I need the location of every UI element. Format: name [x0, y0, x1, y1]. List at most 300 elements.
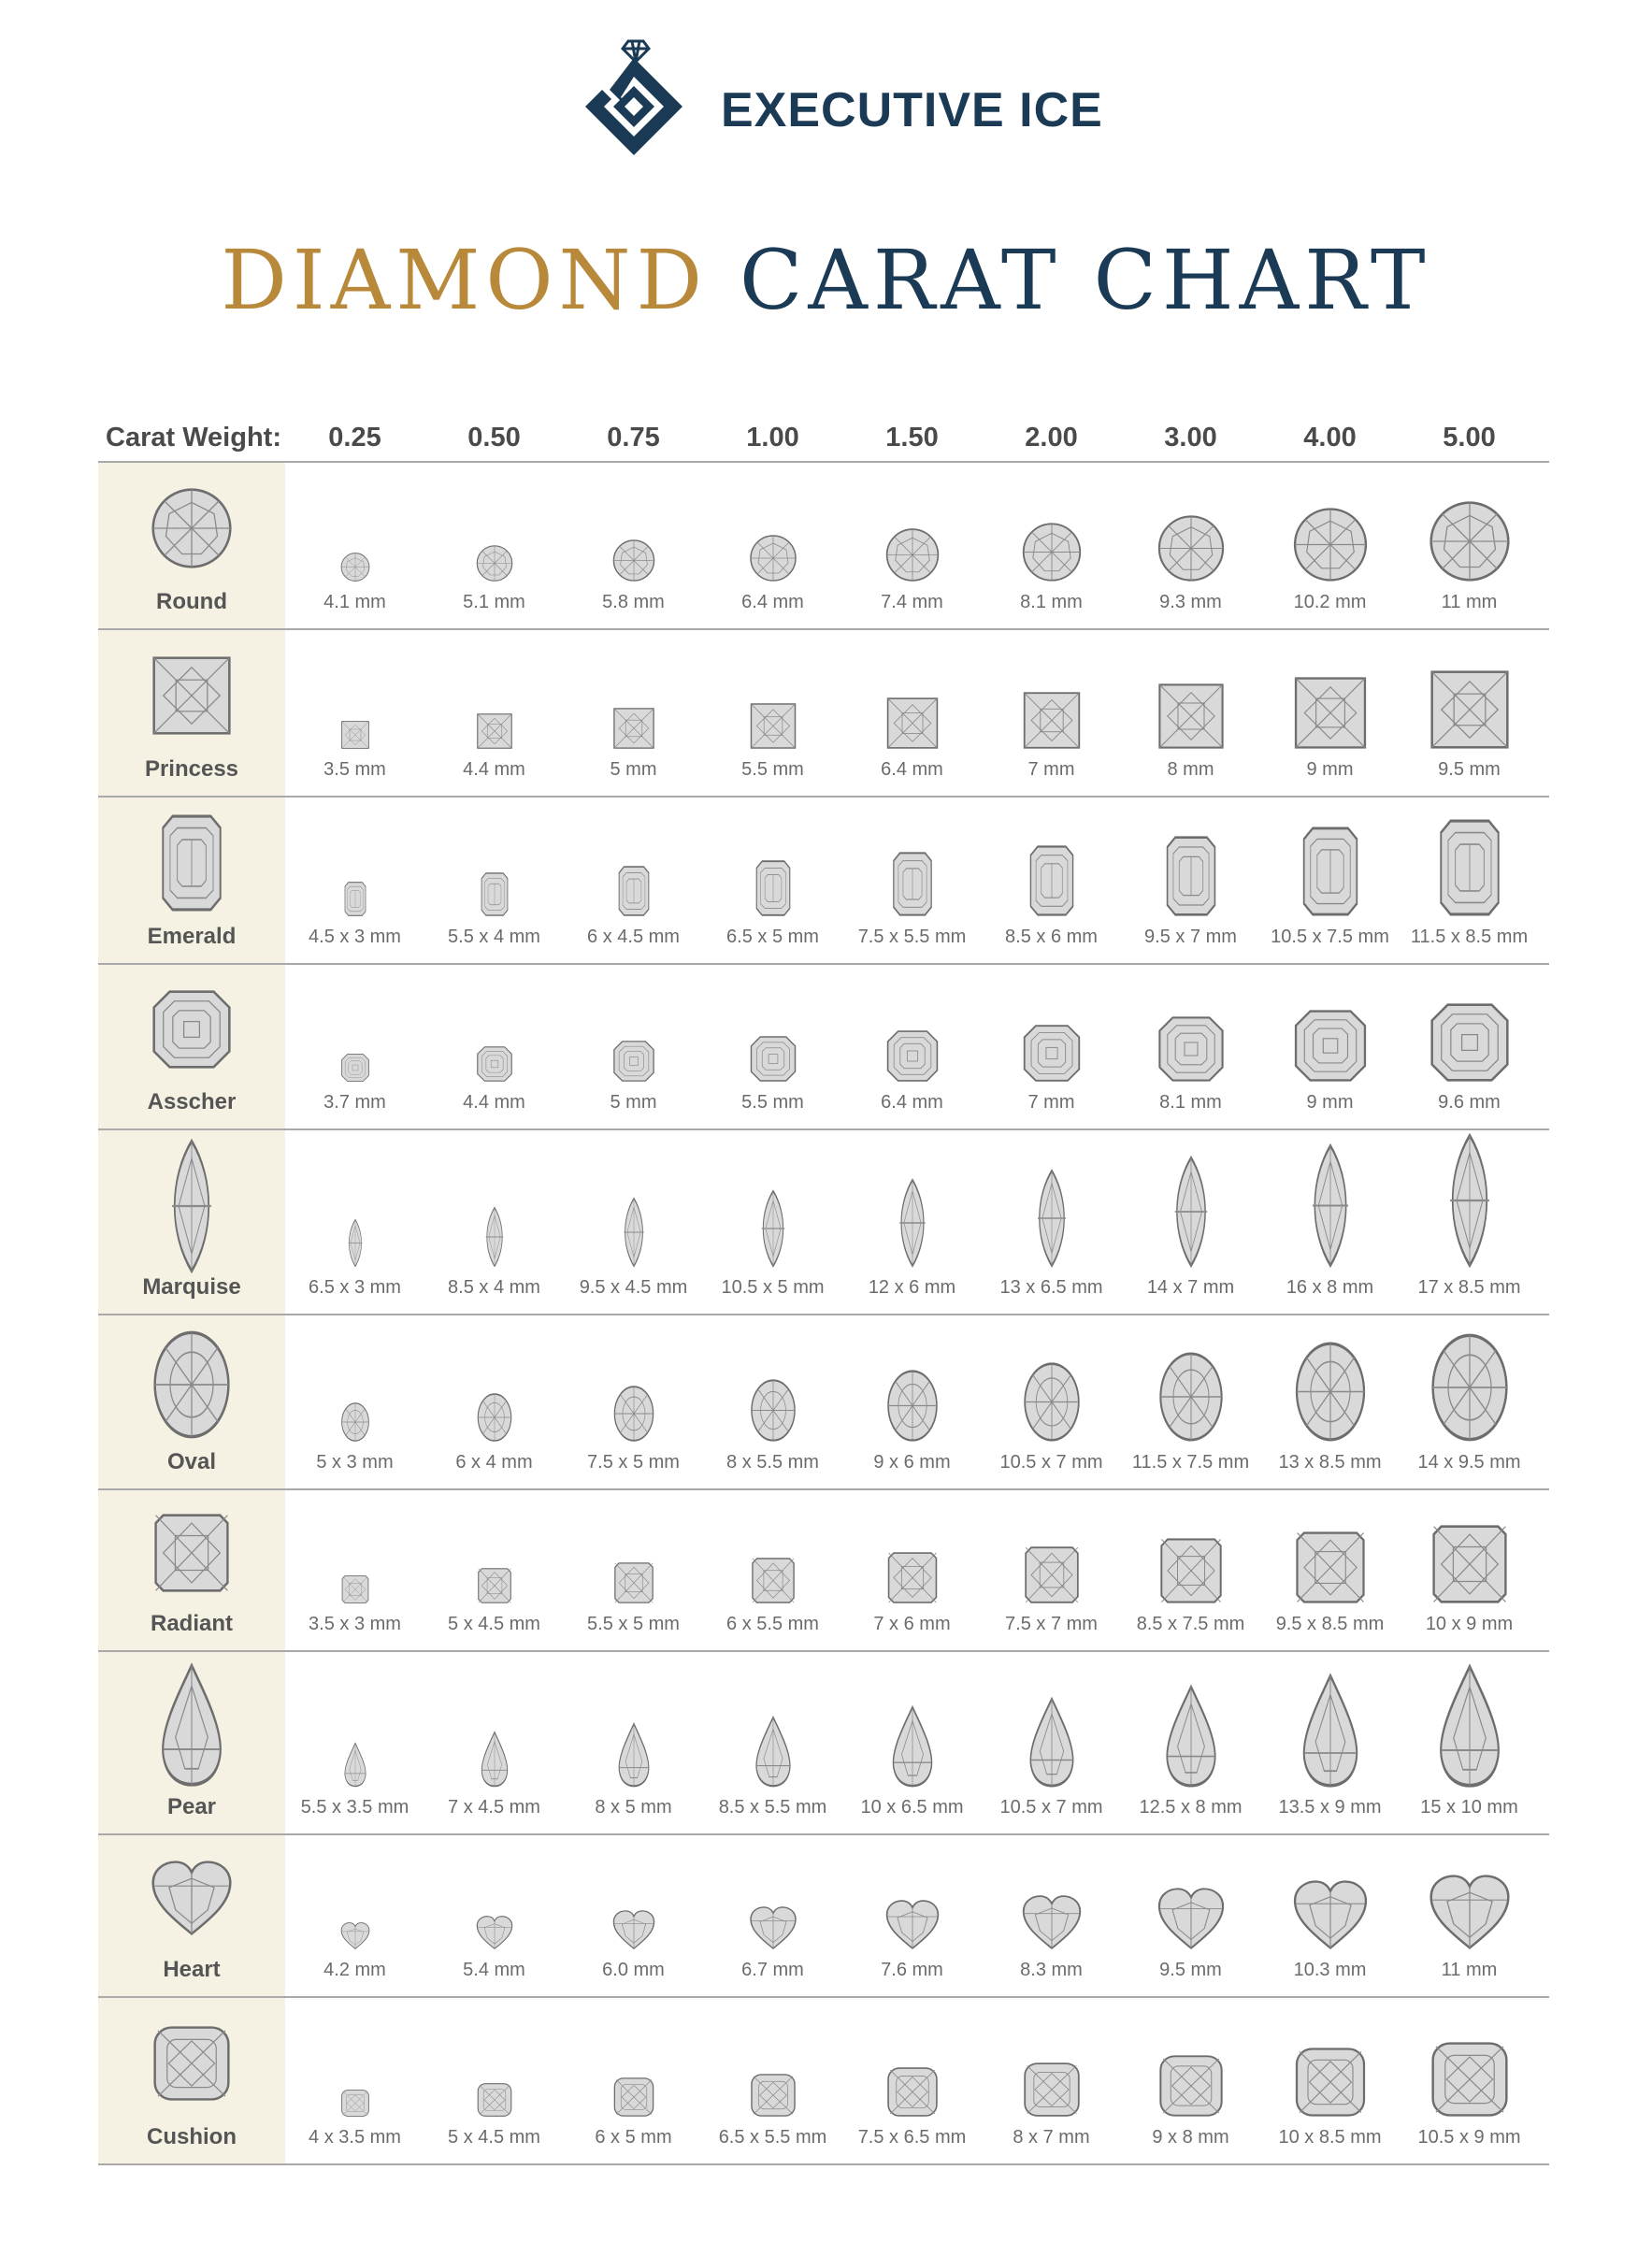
round-diamond-icon	[1293, 508, 1367, 582]
size-cell	[1260, 1998, 1400, 2163]
size-cell	[424, 1998, 564, 2163]
size-label: 5 mm	[610, 1092, 657, 1113]
shape-name: Heart	[163, 1957, 221, 1982]
size-cell	[703, 1835, 842, 1996]
size-label: 13 x 6.5 mm	[999, 1277, 1103, 1298]
size-cell	[703, 463, 842, 628]
princess-diamond-icon	[477, 713, 512, 749]
shape-name: Asscher	[147, 1089, 237, 1114]
size-cell	[842, 1652, 982, 1833]
size-label: 4.4 mm	[463, 759, 525, 780]
size-cell	[842, 1998, 982, 2163]
size-label: 10.5 x 5 mm	[721, 1277, 825, 1298]
table-row	[98, 463, 1549, 630]
size-label: 11 mm	[1441, 592, 1498, 612]
pear-diamond-icon	[616, 1723, 651, 1787]
header-carat: 4.00	[1303, 422, 1357, 453]
size-cell	[1400, 1490, 1539, 1650]
size-cell	[703, 965, 842, 1128]
size-label: 7 mm	[1027, 1092, 1075, 1113]
size-cell	[982, 965, 1121, 1128]
size-cell	[564, 1130, 703, 1314]
oval-diamond-icon	[341, 1402, 369, 1442]
cushion-diamond-icon	[153, 2026, 230, 2101]
emerald-diamond-icon	[1166, 836, 1215, 916]
size-cell	[1121, 1998, 1260, 2163]
size-cell	[1121, 798, 1260, 963]
size-label: 16 x 8 mm	[1286, 1277, 1374, 1298]
size-cell	[1400, 1130, 1539, 1314]
size-cell	[982, 1652, 1121, 1833]
shape-name: Princess	[144, 756, 239, 782]
pear-diamond-icon	[754, 1717, 793, 1787]
asscher-diamond-icon	[750, 1036, 796, 1082]
size-label: 9 x 8 mm	[1152, 2127, 1229, 2148]
size-cell	[703, 1315, 842, 1488]
size-cell	[564, 1652, 703, 1833]
size-cell	[564, 463, 703, 628]
brand-logo	[568, 37, 1103, 168]
asscher-diamond-icon	[1430, 1003, 1509, 1082]
pear-diamond-icon	[1163, 1686, 1219, 1787]
size-label: 7.5 x 5 mm	[587, 1452, 680, 1473]
header-carat: 0.75	[607, 422, 660, 453]
oval-diamond-icon	[887, 1370, 938, 1442]
size-cell	[564, 965, 703, 1128]
size-cell	[1400, 1315, 1539, 1488]
size-label: 7.5 x 6.5 mm	[857, 2127, 967, 2148]
size-cell	[1400, 463, 1539, 628]
size-label: 8.1 mm	[1020, 592, 1083, 612]
size-label: 8.1 mm	[1159, 1092, 1222, 1113]
size-cell	[842, 965, 982, 1128]
asscher-diamond-icon	[477, 1046, 512, 1082]
size-label: 9.5 mm	[1438, 759, 1501, 780]
shape-cell	[98, 1652, 285, 1833]
size-cell	[1121, 463, 1260, 628]
brand-name: EXECUTIVE ICE	[721, 83, 1103, 137]
marquise-diamond-icon	[1032, 1170, 1071, 1267]
size-cell	[703, 1130, 842, 1314]
princess-diamond-icon	[341, 721, 369, 749]
size-label: 10.3 mm	[1293, 1960, 1367, 1980]
pear-diamond-icon	[480, 1732, 510, 1787]
shape-cell	[98, 630, 285, 796]
round-diamond-icon	[1429, 501, 1510, 582]
size-cell	[564, 1835, 703, 1996]
size-label: 12.5 x 8 mm	[1139, 1797, 1243, 1818]
size-label: 8 mm	[1167, 759, 1214, 780]
pear-diamond-icon	[158, 1664, 225, 1786]
size-label: 7.6 mm	[881, 1960, 943, 1980]
size-label: 6.4 mm	[881, 1092, 943, 1113]
cushion-diamond-icon	[887, 2067, 938, 2117]
size-cell	[564, 630, 703, 796]
heart-diamond-icon	[885, 1900, 939, 1949]
size-label: 9.5 x 8.5 mm	[1275, 1614, 1385, 1634]
size-cell	[285, 463, 424, 628]
size-label: 10 x 9 mm	[1425, 1614, 1514, 1634]
table-row	[98, 798, 1549, 965]
princess-diamond-icon	[1023, 692, 1080, 749]
round-diamond-icon	[1157, 515, 1224, 582]
size-cell	[1121, 965, 1260, 1128]
heart-diamond-icon	[476, 1916, 512, 1949]
marquise-diamond-icon	[895, 1179, 930, 1267]
shape-cell	[98, 965, 285, 1128]
princess-diamond-icon	[886, 697, 938, 749]
size-label: 10.5 x 7 mm	[999, 1452, 1103, 1473]
size-label: 10.2 mm	[1293, 592, 1367, 612]
table-row	[98, 1652, 1549, 1835]
size-cell	[703, 630, 842, 796]
size-label: 6.5 x 3 mm	[309, 1277, 401, 1298]
emerald-diamond-icon	[1302, 826, 1358, 916]
princess-diamond-icon	[1158, 683, 1224, 749]
size-label: 11.5 x 8.5 mm	[1410, 927, 1529, 947]
header-carat: 3.00	[1164, 422, 1217, 453]
emerald-diamond-icon	[755, 860, 790, 916]
oval-diamond-icon	[1159, 1352, 1223, 1442]
table-row	[98, 1130, 1549, 1315]
size-label: 17 x 8.5 mm	[1417, 1277, 1521, 1298]
size-label: 8 x 5 mm	[595, 1797, 672, 1818]
size-label: 6.7 mm	[741, 1960, 804, 1980]
size-cell	[703, 1998, 842, 2163]
heart-diamond-icon	[1429, 1875, 1510, 1949]
heart-diamond-icon	[612, 1910, 654, 1949]
size-cell	[285, 1652, 424, 1833]
size-cell	[285, 1998, 424, 2163]
size-label: 6.5 x 5.5 mm	[718, 2127, 827, 2148]
size-label: 9.5 x 7 mm	[1144, 927, 1237, 947]
size-label: 7.5 x 7 mm	[1005, 1614, 1098, 1634]
oval-diamond-icon	[1024, 1362, 1080, 1442]
size-cell	[285, 630, 424, 796]
pear-diamond-icon	[1300, 1674, 1361, 1787]
size-cell	[424, 1490, 564, 1650]
princess-diamond-icon	[750, 703, 796, 749]
header-label: Carat Weight:	[106, 422, 281, 453]
size-label: 10 x 8.5 mm	[1278, 2127, 1382, 2148]
heart-diamond-icon	[750, 1906, 797, 1949]
size-label: 7 x 6 mm	[873, 1614, 951, 1634]
pear-diamond-icon	[1436, 1665, 1503, 1787]
size-label: 5 x 3 mm	[316, 1452, 394, 1473]
asscher-diamond-icon	[886, 1030, 938, 1082]
size-label: 10.5 x 7 mm	[999, 1797, 1103, 1818]
size-label: 10.5 x 9 mm	[1417, 2127, 1521, 2148]
size-label: 4.4 mm	[463, 1092, 525, 1113]
size-cell	[285, 1835, 424, 1996]
title-part-diamond: DIAMOND	[221, 232, 709, 328]
size-label: 8 x 5.5 mm	[726, 1452, 819, 1473]
size-cell	[424, 1835, 564, 1996]
table-row	[98, 630, 1549, 798]
asscher-diamond-icon	[152, 990, 231, 1069]
size-label: 9.6 mm	[1438, 1092, 1501, 1113]
oval-diamond-icon	[613, 1386, 654, 1442]
cushion-diamond-icon	[613, 2077, 654, 2117]
size-cell	[564, 1490, 703, 1650]
size-cell	[1260, 1490, 1400, 1650]
size-cell	[1121, 630, 1260, 796]
princess-diamond-icon	[1294, 677, 1366, 749]
radiant-diamond-icon	[1432, 1525, 1507, 1603]
size-label: 6.5 x 5 mm	[726, 927, 819, 947]
radiant-diamond-icon	[752, 1558, 795, 1603]
size-label: 5 x 4.5 mm	[448, 1614, 540, 1634]
size-cell	[285, 1490, 424, 1650]
size-label: 14 x 9.5 mm	[1417, 1452, 1521, 1473]
oval-diamond-icon	[1295, 1342, 1365, 1442]
size-label: 6 x 4 mm	[455, 1452, 533, 1473]
shape-cell	[98, 1998, 285, 2163]
header-carat: 5.00	[1443, 422, 1496, 453]
size-cell	[982, 1490, 1121, 1650]
round-diamond-icon	[1022, 523, 1081, 582]
emerald-diamond-icon	[1029, 845, 1073, 916]
size-cell	[842, 1315, 982, 1488]
size-label: 11 mm	[1441, 1960, 1498, 1980]
size-label: 8.5 x 6 mm	[1005, 927, 1098, 947]
size-label: 6.4 mm	[881, 759, 943, 780]
size-label: 13 x 8.5 mm	[1278, 1452, 1382, 1473]
size-label: 13.5 x 9 mm	[1278, 1797, 1382, 1818]
round-diamond-icon	[151, 488, 232, 568]
size-label: 14 x 7 mm	[1146, 1277, 1235, 1298]
marquise-diamond-icon	[1169, 1157, 1214, 1267]
radiant-diamond-icon	[1025, 1546, 1079, 1603]
radiant-diamond-icon	[614, 1562, 654, 1603]
size-cell	[1121, 1490, 1260, 1650]
size-cell	[1400, 965, 1539, 1128]
princess-diamond-icon	[1430, 670, 1509, 749]
size-label: 8.3 mm	[1020, 1960, 1083, 1980]
size-label: 10.5 x 7.5 mm	[1271, 927, 1389, 947]
size-label: 3.5 mm	[323, 759, 386, 780]
size-label: 11.5 x 7.5 mm	[1131, 1452, 1250, 1473]
shape-cell	[98, 1490, 285, 1650]
asscher-diamond-icon	[1158, 1016, 1224, 1082]
round-diamond-icon	[612, 539, 654, 582]
table-row	[98, 1490, 1549, 1652]
size-cell	[703, 1652, 842, 1833]
cushion-diamond-icon	[477, 2083, 511, 2117]
shape-name: Pear	[166, 1794, 217, 1819]
oval-diamond-icon	[1431, 1333, 1508, 1442]
shape-name: Cushion	[147, 2124, 237, 2149]
size-cell	[1260, 630, 1400, 796]
table-row	[98, 1998, 1549, 2165]
size-cell	[424, 1315, 564, 1488]
size-label: 9 x 6 mm	[873, 1452, 951, 1473]
size-cell	[703, 1490, 842, 1650]
size-cell	[842, 630, 982, 796]
size-label: 9.3 mm	[1159, 592, 1222, 612]
size-cell	[1260, 1652, 1400, 1833]
radiant-diamond-icon	[154, 1514, 229, 1592]
pear-diamond-icon	[343, 1743, 367, 1787]
size-label: 3.7 mm	[323, 1092, 386, 1113]
size-cell	[1121, 1315, 1260, 1488]
size-cell	[982, 1835, 1121, 1996]
marquise-diamond-icon	[345, 1219, 365, 1267]
size-cell	[1400, 1652, 1539, 1833]
size-cell	[982, 798, 1121, 963]
size-cell	[842, 463, 982, 628]
size-cell	[564, 1315, 703, 1488]
cushion-diamond-icon	[751, 2074, 796, 2117]
header-carat: 0.25	[328, 422, 381, 453]
oval-diamond-icon	[751, 1379, 796, 1442]
size-label: 9.5 mm	[1159, 1960, 1222, 1980]
size-cell	[424, 1652, 564, 1833]
shape-name: Emerald	[147, 924, 237, 949]
size-label: 7 mm	[1027, 759, 1075, 780]
radiant-diamond-icon	[1296, 1531, 1365, 1603]
size-label: 12 x 6 mm	[868, 1277, 956, 1298]
shape-cell	[98, 1130, 285, 1314]
emerald-diamond-icon	[344, 882, 366, 916]
pear-diamond-icon	[1027, 1698, 1076, 1787]
size-cell	[424, 463, 564, 628]
page-title	[0, 232, 1652, 328]
heart-diamond-icon	[1022, 1895, 1081, 1949]
size-label: 7.4 mm	[881, 592, 943, 612]
emerald-diamond-icon	[1440, 819, 1500, 916]
size-label: 8 x 7 mm	[1013, 2127, 1090, 2148]
shape-name: Radiant	[150, 1611, 233, 1636]
heart-diamond-icon	[151, 1861, 232, 1935]
princess-diamond-icon	[613, 708, 654, 749]
radiant-diamond-icon	[478, 1568, 511, 1603]
table-row	[98, 1835, 1549, 1998]
cushion-diamond-icon	[1295, 2048, 1365, 2117]
size-cell	[982, 1130, 1121, 1314]
size-label: 5.1 mm	[463, 592, 525, 612]
princess-diamond-icon	[152, 656, 231, 735]
size-cell	[1121, 1835, 1260, 1996]
size-cell	[842, 1835, 982, 1996]
shape-name: Oval	[166, 1449, 217, 1474]
size-cell	[285, 1315, 424, 1488]
size-label: 5.5 x 5 mm	[587, 1614, 680, 1634]
size-label: 6.4 mm	[741, 592, 804, 612]
oval-diamond-icon	[153, 1330, 230, 1439]
shape-cell	[98, 798, 285, 963]
executive-ice-logo-icon	[568, 37, 699, 168]
table-header-row	[98, 414, 1549, 463]
oval-diamond-icon	[477, 1393, 511, 1442]
size-label: 8.5 x 7.5 mm	[1136, 1614, 1245, 1634]
size-cell	[982, 1998, 1121, 2163]
emerald-diamond-icon	[618, 866, 649, 916]
cushion-diamond-icon	[341, 2090, 369, 2117]
marquise-diamond-icon	[620, 1198, 648, 1267]
round-diamond-icon	[340, 553, 369, 582]
round-diamond-icon	[476, 545, 512, 582]
size-cell	[285, 798, 424, 963]
size-cell	[1260, 1835, 1400, 1996]
size-cell	[1400, 798, 1539, 963]
size-cell	[285, 1130, 424, 1314]
size-cell	[285, 965, 424, 1128]
size-label: 9 mm	[1306, 1092, 1354, 1113]
size-label: 9.5 x 4.5 mm	[579, 1277, 688, 1298]
size-cell	[842, 798, 982, 963]
size-cell	[842, 1490, 982, 1650]
heart-diamond-icon	[1293, 1880, 1367, 1949]
size-label: 3.5 x 3 mm	[309, 1614, 401, 1634]
size-label: 9 mm	[1306, 759, 1354, 780]
radiant-diamond-icon	[1160, 1538, 1222, 1603]
size-label: 5.4 mm	[463, 1960, 525, 1980]
size-label: 7 x 4.5 mm	[448, 1797, 540, 1818]
size-cell	[1260, 463, 1400, 628]
marquise-diamond-icon	[1305, 1144, 1355, 1267]
shape-name: Round	[156, 589, 227, 614]
cushion-diamond-icon	[1159, 2055, 1223, 2117]
size-label: 8.5 x 4 mm	[448, 1277, 540, 1298]
radiant-diamond-icon	[887, 1552, 937, 1603]
round-diamond-icon	[750, 535, 797, 582]
size-cell	[703, 798, 842, 963]
size-cell	[1260, 1130, 1400, 1314]
shape-cell	[98, 1835, 285, 1996]
marquise-diamond-icon	[1443, 1134, 1497, 1267]
size-label: 4.5 x 3 mm	[309, 927, 401, 947]
size-label: 5 mm	[610, 759, 657, 780]
size-cell	[424, 965, 564, 1128]
size-label: 4.1 mm	[323, 592, 386, 612]
header-carat: 0.50	[467, 422, 521, 453]
shape-cell	[98, 463, 285, 628]
size-cell	[424, 1130, 564, 1314]
size-label: 5.5 x 3.5 mm	[300, 1797, 409, 1818]
size-cell	[1400, 1998, 1539, 2163]
radiant-diamond-icon	[341, 1575, 368, 1603]
heart-diamond-icon	[1157, 1888, 1224, 1949]
size-cell	[982, 630, 1121, 796]
asscher-diamond-icon	[613, 1041, 654, 1082]
size-label: 5.5 mm	[741, 759, 804, 780]
carat-chart-table	[98, 414, 1549, 2165]
cushion-diamond-icon	[1024, 2062, 1080, 2117]
size-label: 6 x 5.5 mm	[726, 1614, 819, 1634]
size-label: 5 x 4.5 mm	[448, 2127, 540, 2148]
emerald-diamond-icon	[481, 872, 508, 916]
emerald-diamond-icon	[162, 814, 222, 912]
size-label: 7.5 x 5.5 mm	[857, 927, 967, 947]
header-carat: 1.50	[885, 422, 939, 453]
size-cell	[1260, 1315, 1400, 1488]
size-cell	[564, 1998, 703, 2163]
table-row	[98, 1315, 1549, 1490]
size-cell	[982, 463, 1121, 628]
size-label: 6.0 mm	[602, 1960, 665, 1980]
size-cell	[424, 798, 564, 963]
size-label: 6 x 4.5 mm	[587, 927, 680, 947]
marquise-diamond-icon	[482, 1207, 507, 1267]
size-label: 4.2 mm	[323, 1960, 386, 1980]
size-cell	[1400, 1835, 1539, 1996]
size-cell	[982, 1315, 1121, 1488]
asscher-diamond-icon	[1023, 1025, 1080, 1082]
size-label: 8.5 x 5.5 mm	[718, 1797, 827, 1818]
size-cell	[1260, 965, 1400, 1128]
size-cell	[564, 798, 703, 963]
